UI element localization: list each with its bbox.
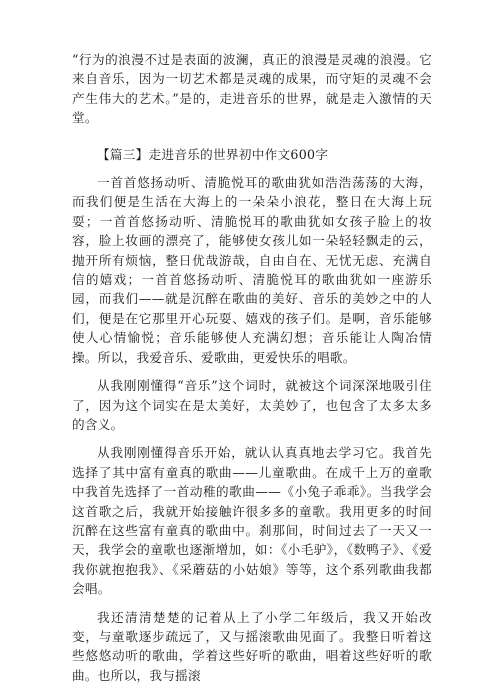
body-paragraph: 我还清清楚楚的记着从上了小学二年级后，我又开始改变，与童歌逐步疏远了，又与摇滚歌曲见面了。我整日听着这些悠悠动听的歌曲，学着这些好听的歌曲，唱着这些好听的歌曲。也所以，我与摇滚 [72,609,432,683]
body-paragraph: 一首首悠扬动听、清脆悦耳的歌曲犹如浩浩荡荡的大海，而我们便是生活在大海上的一朵朵小浪花，整日在大海上玩耍；一首首悠扬动听、清脆悦耳的歌曲犹如女孩子脸上的妆容，脸上妆画的漂亮了，能够使女孩儿如一朵轻轻飘走的云，抛开所有烦恼，整日优哉游哉，自由自在、无忧无虑、充满自信的嬉戏；一首首悠扬动听、清脆悦耳的歌曲犹如一座游乐园，而我们——就是沉醉在歌曲的美好、音乐的美妙之中的人们，便是在它那里开心玩耍、嬉戏的孩子们。是啊，音乐能够使人心情愉悦；音乐能够使人充满幻想；音乐能让人陶冶情操。所以，我爱音乐、爱歌曲，更爱快乐的唱歌。 [72,175,432,365]
document-body [72,50,432,685]
quote-paragraph: “行为的浪漫不过是表面的波澜，真正的浪漫是灵魂的浪漫。它来自音乐，因为一切艺术都是灵魂的成果，而守矩的灵魂不会产生伟大的艺术。”是的，走进音乐的世界，就是走入激情的天堂。 [72,52,432,126]
body-paragraph: 从我刚刚懂得音乐开始，就认认真真地去学习它。我首先选择了其中富有童真的歌曲——儿童歌曲。在成千上万的童歌中我首先选择了一首动稚的歌曲——《小兔子乖乖》。当我学会这首歌之后，我就开始接触许很多多的童歌。我用更多的时间沉醉在这些富有童真的歌曲中。刹那间，时间过去了一天又一天，我学会的童歌也逐渐增加，如：《小毛驴》，《数鸭子》、《爱我你就抱抱我》、《采蘑菇的小姑娘》等等，这个系列歌曲我都会唱。 [72,445,432,597]
section-heading: 【篇三】走进音乐的世界初中作文600字 [97,146,329,162]
body-paragraph: 从我刚刚懂得“音乐”这个词时，就被这个词深深地吸引住了，因为这个词实在是太美好，太美妙了，也包含了太多太多的含义。 [72,378,432,432]
